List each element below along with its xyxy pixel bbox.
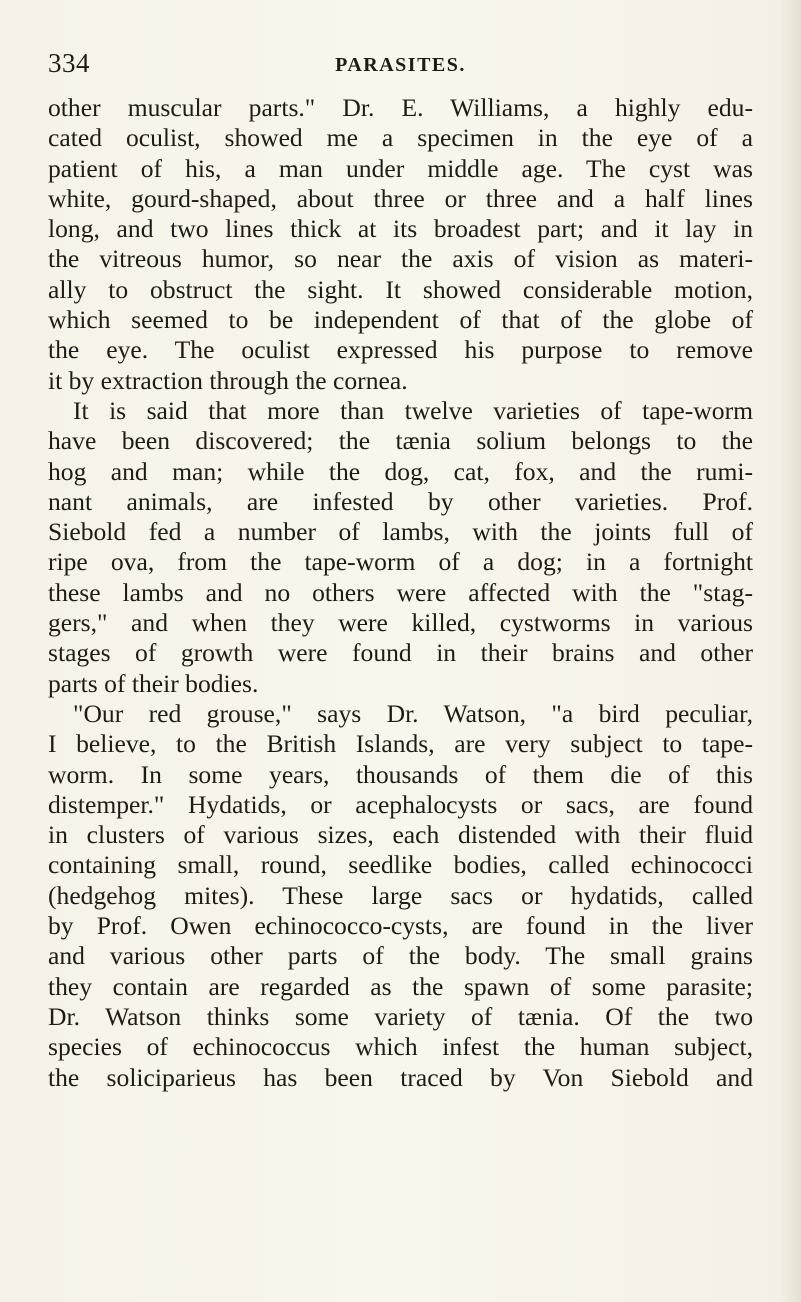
text-line: species of echinococcus which infest the human subject, [48, 1032, 753, 1062]
text-line: worm. In some years, thousands of them die of this [48, 759, 753, 789]
text-line: hog and man; while the dog, cat, fox, and the rumi- [48, 456, 753, 486]
text-line: they contain are regarded as the spawn of some parasite; [48, 971, 753, 1001]
text-line: in clusters of various sizes, each distended with their fluid [48, 820, 753, 850]
text-line: the eye. The oculist expressed his purpose to remove [48, 335, 753, 365]
text-line: it by extraction through the cornea. [48, 365, 408, 395]
running-head: PARASITES. [335, 54, 466, 76]
text-line: the vitreous humor, so near the axis of vision as materi- [48, 244, 753, 274]
text-line: "Our red grouse," says Dr. Watson, "a bird peculiar, [73, 698, 753, 728]
text-line: these lambs and no others were affected with the "stag- [48, 577, 753, 607]
text-line: and various other parts of the body. The small grains [48, 941, 753, 971]
text-line: It is said that more than twelve varieties of tape-worm [73, 395, 753, 425]
text-line: ripe ova, from the tape-worm of a dog; in a fortnight [48, 547, 753, 577]
text-line: Siebold fed a number of lambs, with the joints full of [48, 517, 753, 547]
text-line: long, and two lines thick at its broadest part; and it lay in [48, 214, 753, 244]
text-line: by Prof. Owen echinococco-cysts, are found in the liver [48, 911, 753, 941]
text-line: distemper." Hydatids, or acephalocysts or sacs, are found [48, 789, 753, 819]
body-text [48, 93, 753, 1093]
text-line: gers," and when they were killed, cystworms in various [48, 608, 753, 638]
text-line: the soliciparieus has been traced by Von Siebold and [48, 1062, 753, 1092]
text-line: (hedgehog mites). These large sacs or hydatids, called [48, 880, 753, 910]
page-number: 334 [48, 48, 90, 78]
text-line: white, gourd-shaped, about three or three and a half lines [48, 183, 753, 213]
text-line: nant animals, are infested by other varieties. Prof. [48, 486, 753, 516]
text-line: containing small, round, seedlike bodies, called echinococci [48, 850, 753, 880]
page-edge-shadow [779, 0, 801, 1302]
text-line: Dr. Watson thinks some variety of tænia. Of the two [48, 1001, 753, 1031]
text-line: stages of growth were found in their brains and other [48, 638, 753, 668]
text-line: have been discovered; the tænia solium belongs to the [48, 426, 753, 456]
text-line: parts of their bodies. [48, 668, 259, 698]
text-line: ally to obstruct the sight. It showed considerable motion, [48, 274, 753, 304]
text-line: which seemed to be independent of that of the globe of [48, 305, 753, 335]
text-line: I believe, to the British Islands, are very subject to tape- [48, 729, 753, 759]
text-line: cated oculist, showed me a specimen in the eye of a [48, 123, 753, 153]
text-line: other muscular parts." Dr. E. Williams, a highly edu- [48, 93, 753, 122]
text-line: patient of his, a man under middle age. The cyst was [48, 153, 753, 183]
page-header [48, 48, 753, 88]
